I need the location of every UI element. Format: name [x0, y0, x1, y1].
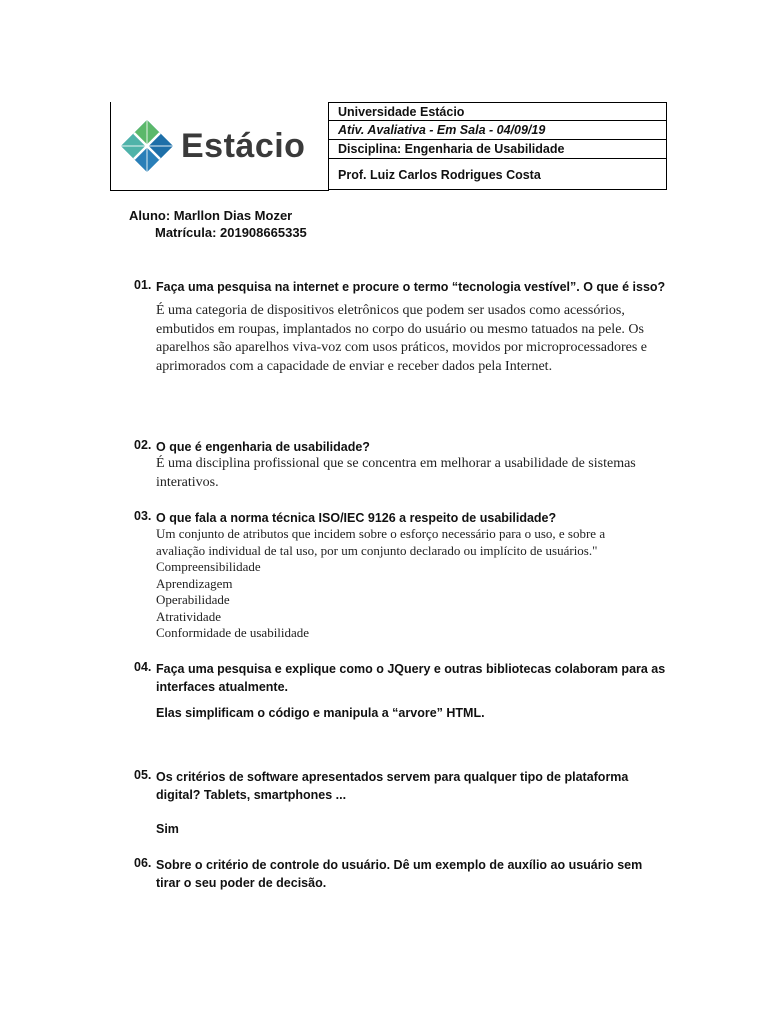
question-number: 03.: [134, 509, 152, 523]
question-text: Faça uma pesquisa na internet e procure o termo “tecnologia vestível”. O que é isso?: [156, 280, 666, 294]
student-matricula: Matrícula: 201908665335: [155, 225, 307, 240]
question-number: 02.: [134, 438, 152, 452]
activity-info: Ativ. Avaliativa - Em Sala - 04/09/19: [329, 121, 666, 140]
answer-2: É uma disciplina profissional que se concentra em melhorar a usabilidade de sistemas interativos.: [156, 456, 636, 490]
question-number: 06.: [134, 856, 152, 870]
logo-text: Estácio: [181, 126, 306, 165]
question-text: O que fala a norma técnica ISO/IEC 9126 a respeito de usabilidade?: [156, 511, 557, 525]
student-name: Aluno: Marllon Dias Mozer: [129, 208, 293, 223]
discipline-info: Disciplina: Engenharia de Usabilidade: [329, 140, 666, 159]
header-info-table: [328, 102, 667, 190]
document-header: [110, 102, 667, 190]
list-item: Aprendizagem: [156, 575, 233, 591]
answer-1: É uma categoria de dispositivos eletrônicos que podem ser usados como acessórios, embutidos em roupas, implantados no corpo do usuário ou mesmo tatuados na pele. Os aparelhos são aparelhos viva-voz com usos práticos, movidos por microprocessadores e aprimorados com a capacidade de enviar e receber dados pela Internet.: [156, 303, 648, 374]
question-text: Faça uma pesquisa e explique como o JQuery e outras bibliotecas colaboram para as interfaces atualmente.: [156, 662, 666, 694]
answer-5: Sim: [156, 822, 179, 836]
usability-attributes-list: [156, 559, 309, 642]
professor-info: Prof. Luiz Carlos Rodrigues Costa: [338, 167, 541, 182]
question-number: 05.: [134, 768, 152, 782]
list-item: Compreensibilidade: [156, 559, 261, 574]
question-text: Sobre o critério de controle do usuário. Dê um exemplo de auxílio ao usuário sem tirar o seu poder de decisão.: [156, 858, 643, 890]
estacio-diamond-icon: [119, 118, 175, 174]
question-number: 01.: [134, 278, 152, 292]
answer-4: Elas simplificam o código e manipula a “arvore” HTML.: [156, 706, 485, 720]
list-item: Conformidade de usabilidade: [156, 625, 310, 640]
question-text: O que é engenharia de usabilidade?: [156, 440, 370, 454]
question-text: Os critérios de software apresentados servem para qualquer tipo de plataforma digital? Tablets, smartphones ...: [156, 770, 629, 802]
estacio-logo: [119, 118, 305, 174]
question-number: 04.: [134, 660, 152, 674]
list-item: Atratividade: [156, 608, 221, 624]
logo-cell: [110, 102, 329, 191]
list-item: Operabilidade: [156, 592, 230, 607]
answer-3: Um conjunto de atributos que incidem sobre o esforço necessário para o uso, e sobre a avaliação individual de tal uso, por um conjunto declarado ou implícito de usuários.": [156, 526, 606, 558]
university-name: Universidade Estácio: [329, 103, 666, 121]
